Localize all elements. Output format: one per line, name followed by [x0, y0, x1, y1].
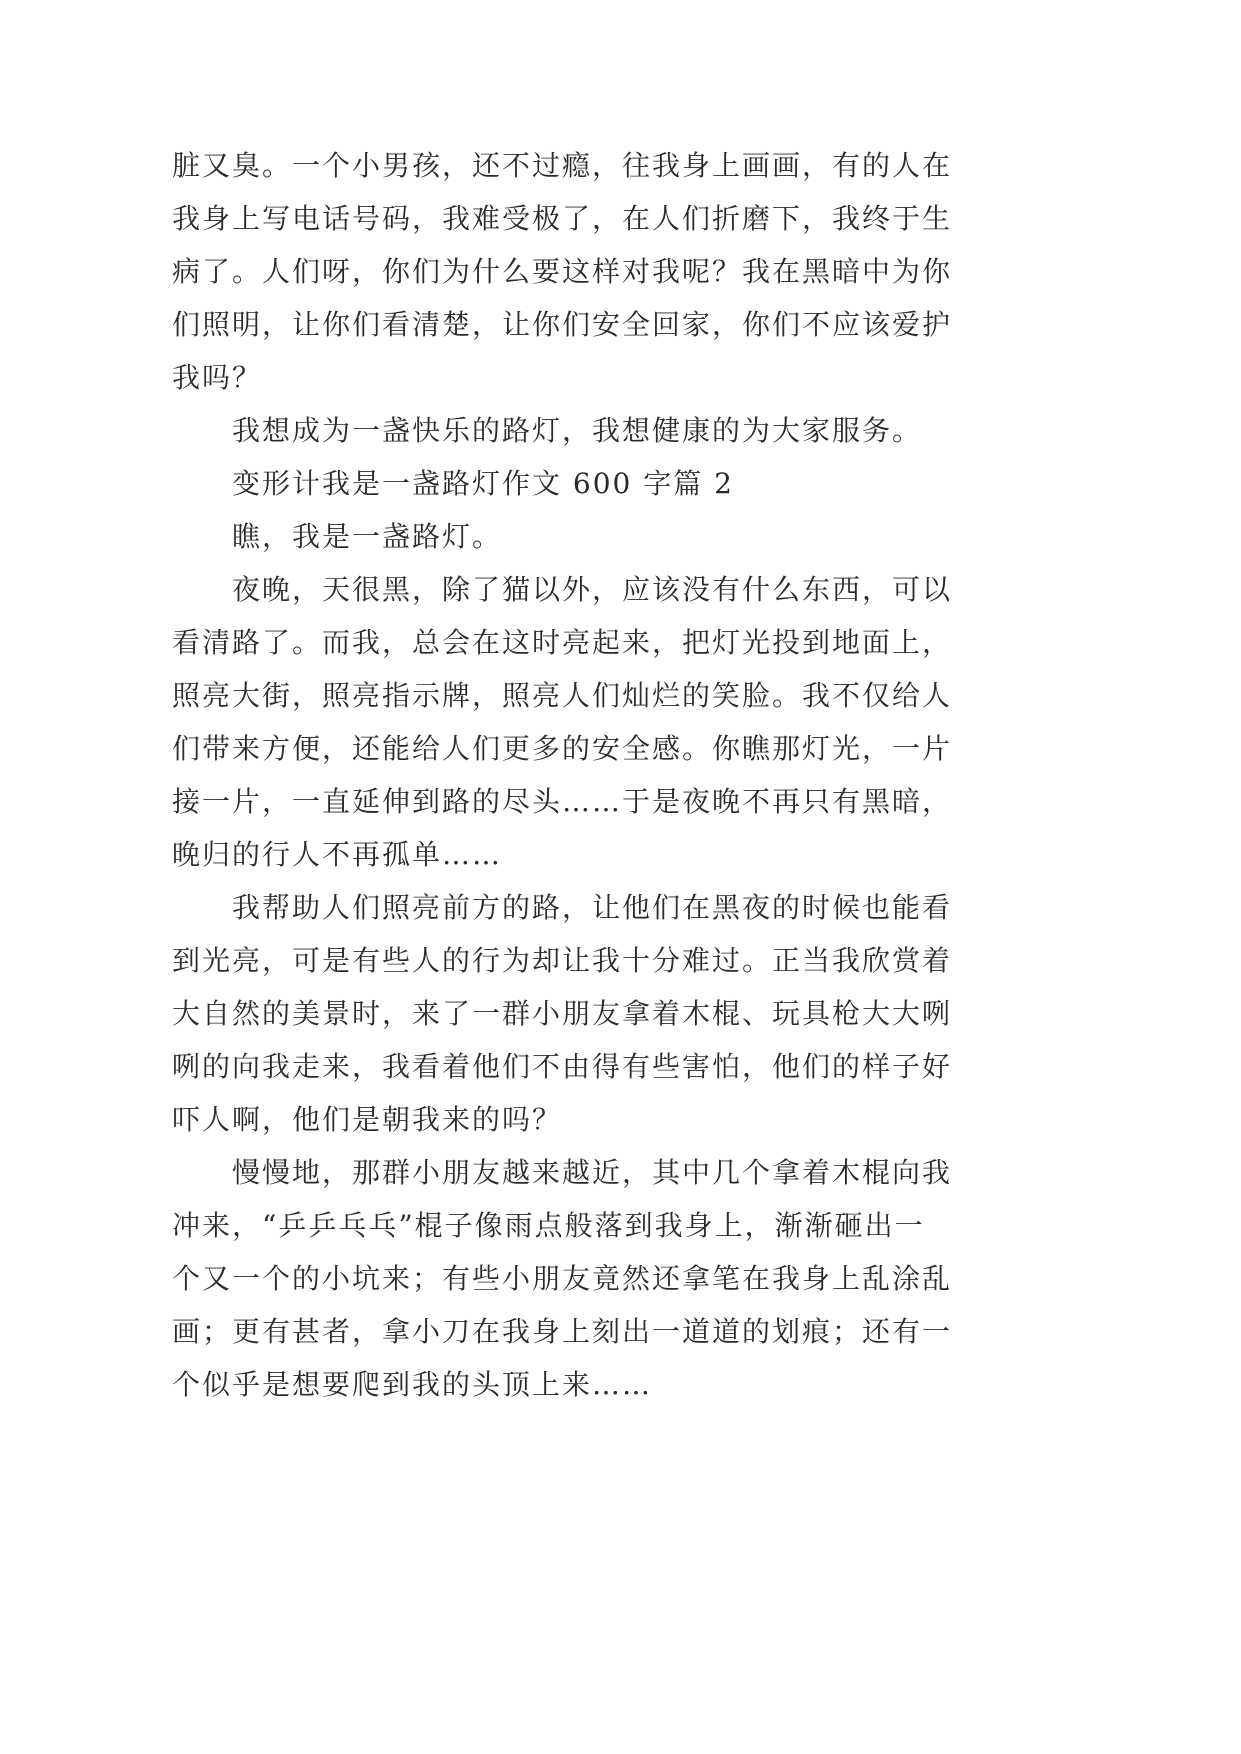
text-line: 冲来，“乒乒乓乓”棍子像雨点般落到我身上，渐渐砸出一 — [172, 1209, 925, 1242]
text-line: 病了。人们呀，你们为什么要这样对我呢？我在黑暗中为你 — [172, 255, 953, 288]
text-line: 我身上写电话号码，我难受极了，在人们折磨下，我终于生 — [172, 202, 953, 235]
text-line: 画；更有甚者，拿小刀在我身上刻出一道道的划痕；还有一 — [172, 1315, 953, 1348]
paragraph — [172, 1146, 1072, 1411]
section-heading-text: 变形计我是一盏路灯作文 600 字篇 2 — [232, 467, 734, 500]
text-line: 看清路了。而我，总会在这时亮起来，把灯光投到地面上， — [172, 626, 953, 659]
paragraph — [172, 404, 1072, 457]
document-body — [172, 139, 1072, 1411]
text-line: 夜晚，天很黑，除了猫以外，应该没有什么东西，可以 — [232, 573, 953, 606]
text-line: 大自然的美景时，来了一群小朋友拿着木棍、玩具枪大大咧 — [172, 997, 953, 1030]
text-line: 脏又臭。一个小男孩，还不过瘾，往我身上画画，有的人在 — [172, 149, 953, 182]
section-heading — [172, 457, 1072, 510]
text-line: 接一片，一直延伸到路的尽头……于是夜晚不再只有黑暗， — [172, 785, 953, 818]
text-line: 到光亮，可是有些人的行为却让我十分难过。正当我欣赏着 — [172, 944, 953, 977]
text-line: 我帮助人们照亮前方的路，让他们在黑夜的时候也能看 — [232, 891, 953, 924]
text-line: 照亮大街，照亮指示牌，照亮人们灿烂的笑脸。我不仅给人 — [172, 679, 953, 712]
text-line: 们照明，让你们看清楚，让你们安全回家，你们不应该爱护 — [172, 308, 953, 341]
paragraph — [172, 881, 1072, 1146]
text-line: 晚归的行人不再孤单…… — [172, 838, 503, 871]
text-line: 慢慢地，那群小朋友越来越近，其中几个拿着木棍向我 — [232, 1156, 953, 1189]
text-line: 我想成为一盏快乐的路灯，我想健康的为大家服务。 — [232, 414, 923, 447]
paragraph — [172, 563, 1072, 881]
text-line: 我吗？ — [172, 361, 263, 394]
text-line: 咧的向我走来，我看着他们不由得有些害怕，他们的样子好 — [172, 1050, 953, 1083]
text-line: 个似乎是想要爬到我的头顶上来…… — [172, 1368, 653, 1401]
text-line: 个又一个的小坑来；有些小朋友竟然还拿笔在我身上乱涂乱 — [172, 1262, 953, 1295]
paragraph — [172, 139, 1072, 404]
text-line: 吓人啊，他们是朝我来的吗？ — [172, 1103, 563, 1136]
paragraph — [172, 510, 1072, 563]
text-line: 瞧，我是一盏路灯。 — [232, 520, 503, 553]
text-line: 们带来方便，还能给人们更多的安全感。你瞧那灯光，一片 — [172, 732, 953, 765]
